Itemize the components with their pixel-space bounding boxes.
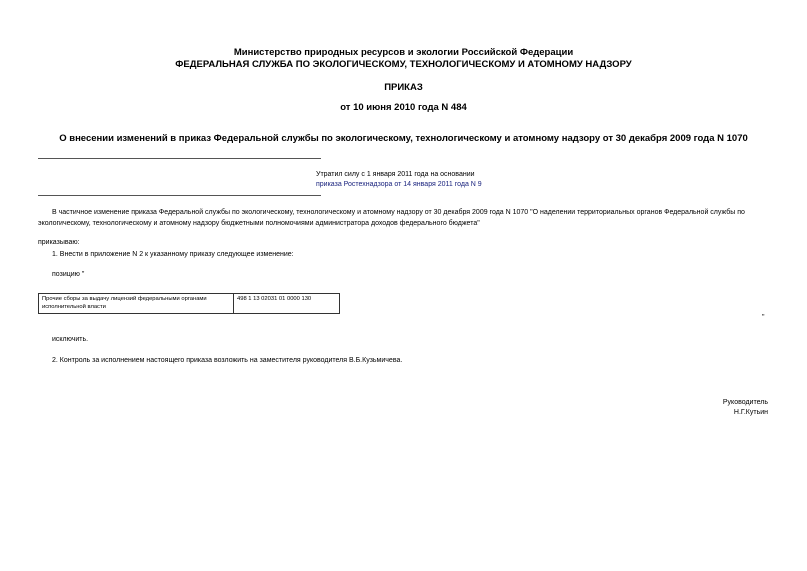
doc-date-number: от 10 июня 2010 года N 484 xyxy=(340,102,467,113)
order-word: приказываю: xyxy=(38,239,80,246)
signature-role: Руководитель xyxy=(722,399,768,406)
intro-line-2: экологическому, технологическому и атомному надзору бюджетными полномочиями администратора доходов федерального бюджета" xyxy=(38,220,480,227)
item-1: 1. Внести в приложение N 2 к указанному приказу следующее изменение: xyxy=(52,251,294,258)
table-cell-code: 498 1 13 02031 01 0000 130 xyxy=(234,294,340,314)
divider-bottom xyxy=(38,195,321,196)
item-2: 2. Контроль за исполнением настоящего приказа возложить на заместителя руководителя В.Б.Кузьмичева. xyxy=(52,357,403,364)
closing-quote: " xyxy=(762,314,765,321)
intro-line-1: В частичное изменение приказа Федеральной службы по экологическому, технологическому и атомному надзору от 30 декабря 2009 года N 1070 "О наделении территориальных органов Федеральной службы по xyxy=(52,209,745,216)
position-table xyxy=(38,293,340,314)
status-text: Утратил силу с 1 января 2011 года на основании xyxy=(316,171,475,178)
table-row xyxy=(39,294,340,314)
doc-title: О внесении изменений в приказ Федеральной службы по экологическому, технологическому и атомному надзору от 30 декабря 2009 года N 1070 xyxy=(59,133,748,144)
exclude-text: исключить. xyxy=(52,336,89,343)
service-name: ФЕДЕРАЛЬНАЯ СЛУЖБА ПО ЭКОЛОГИЧЕСКОМУ, ТЕХНОЛОГИЧЕСКОМУ И АТОМНОМУ НАДЗОРУ xyxy=(175,59,632,70)
ministry-name: Министерство природных ресурсов и экологии Российской Федерации xyxy=(233,47,574,58)
divider-top xyxy=(38,158,321,159)
doc-type: ПРИКАЗ xyxy=(384,82,423,93)
status-link[interactable]: приказа Ростехнадзора от 14 января 2011 года N 9 xyxy=(316,181,482,188)
position-label: позицию " xyxy=(52,271,85,278)
signature-name: Н.Г.Кутьин xyxy=(733,409,768,416)
table-cell-description: Прочие сборы за выдачу лицензий федеральными органами исполнительной власти xyxy=(39,294,234,314)
